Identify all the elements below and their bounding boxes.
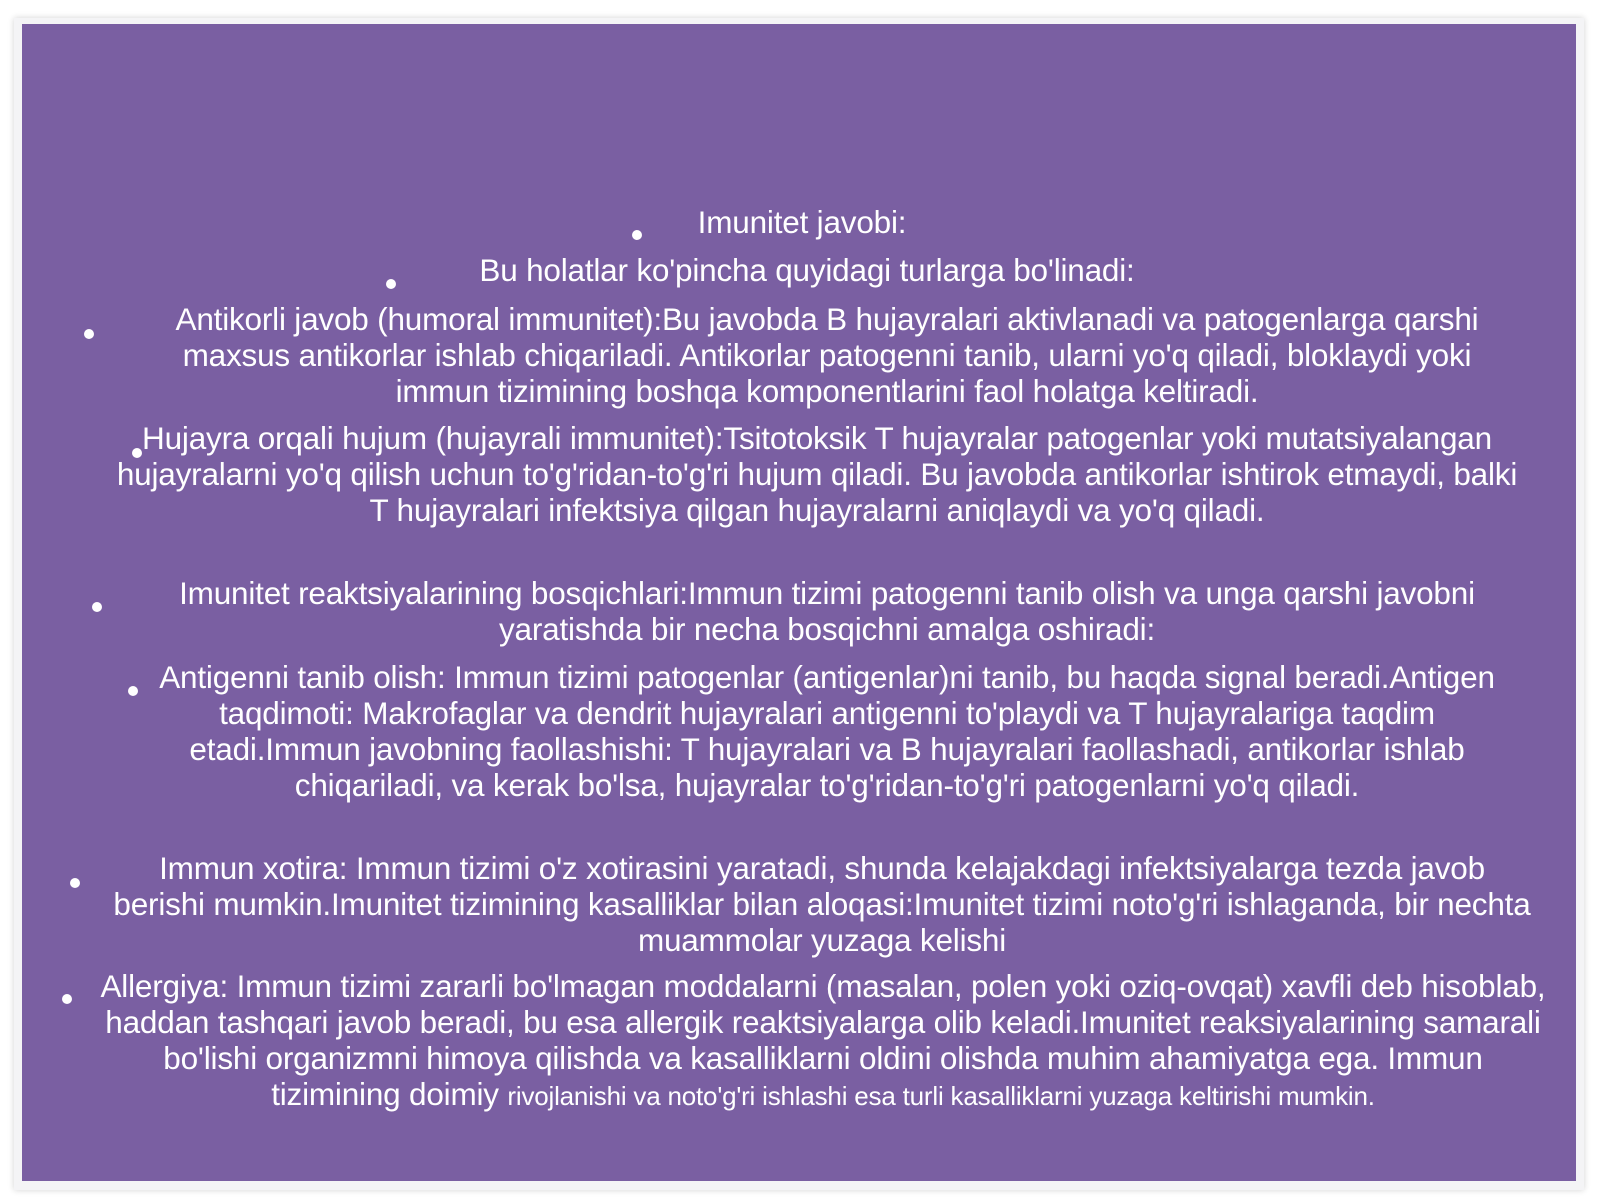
bullet-text: Bu holatlar ko'pincha quyidagi turlarga bo'linadi: <box>479 252 1135 288</box>
slide-heading: Imunitet javobi: <box>697 204 907 240</box>
bullet-icon <box>70 878 80 888</box>
bullet-icon <box>632 230 642 240</box>
bullet-icon <box>386 279 396 289</box>
bullet-text: Antikorli javob (humoral immunitet):Bu javobda B hujayralari aktivlanadi va patogenlarga qarshi maxsus antikorlar ishlab chiqariladi. Antikorlar patogenni tanib, ularni yo'q qiladi, bloklaydi yoki immun tizimining boshqa komponentlarini faol holatga keltiradi. <box>175 301 1479 409</box>
bullet-text-small: rivojlanishi va noto'g'ri ishlashi esa turli kasalliklarni yuzaga keltirishi mumkin. <box>507 1081 1375 1111</box>
slide-content <box>22 24 1576 1181</box>
bullet-text <box>100 968 1546 1112</box>
bullet-icon <box>128 686 138 696</box>
bullet-text: Antigenni tanib olish: Immun tizimi patogenlar (antigenlar)ni tanib, bu haqda signal beradi.Antigen taqdimoti: Makrofaglar va dendrit hujayralari antigenni to'playdi va T hujayralariga taqdim etadi.Immun javobning faollashishi: T hujayralari va B hujayralari faollashadi, antikorlar ishlab chiqariladi, va kerak bo'lsa, hujayralar to'g'ridan-to'g'ri patogenlarni yo'q qiladi. <box>159 659 1495 803</box>
bullet-text: Immun xotira: Immun tizimi o'z xotirasini yaratadi, shunda kelajakdagi infektsiyalarga tezda javob berishi mumkin.Imunitet tizimining kasalliklar bilan aloqasi:Imunitet tizimi noto'g'ri ishlaganda, bir nechta muammolar yuzaga kelishi <box>113 850 1531 958</box>
bullet-text: Imunitet reaktsiyalarining bosqichlari:Immun tizimi patogenni tanib olish va unga qarshi javobni yaratishda bir necha bosqichni amalga oshiradi: <box>179 575 1475 647</box>
bullet-icon <box>62 994 72 1004</box>
bullet-icon <box>84 329 94 339</box>
bullet-text: Hujayra orqali hujum (hujayrali immunitet):Tsitotoksik T hujayralar patogenlar yoki mutatsiyalangan hujayralarni yo'q qilish uchun to'g'ridan-to'g'ri hujum qiladi. Bu javobda antikorlar ishtirok etmaydi, balki T hujayralari infektsiya qilgan hujayralarni aniqlaydi va yo'q qiladi. <box>116 420 1518 528</box>
bullet-text-main: Allergiya: Immun tizimi zararli bo'lmagan moddalarni (masalan, polen yoki oziq-ovqat) xavfli deb hisoblab, haddan tashqari javob beradi, bu esa allergik reaktsiyalarga olib keladi.Imunitet reaksiyalarining samarali bo'lishi organizmni himoya qilishda va kasalliklarni oldini olishda muhim ahamiyatga ega. Immun tizimining doimiy <box>100 968 1546 1112</box>
bullet-icon <box>92 602 102 612</box>
